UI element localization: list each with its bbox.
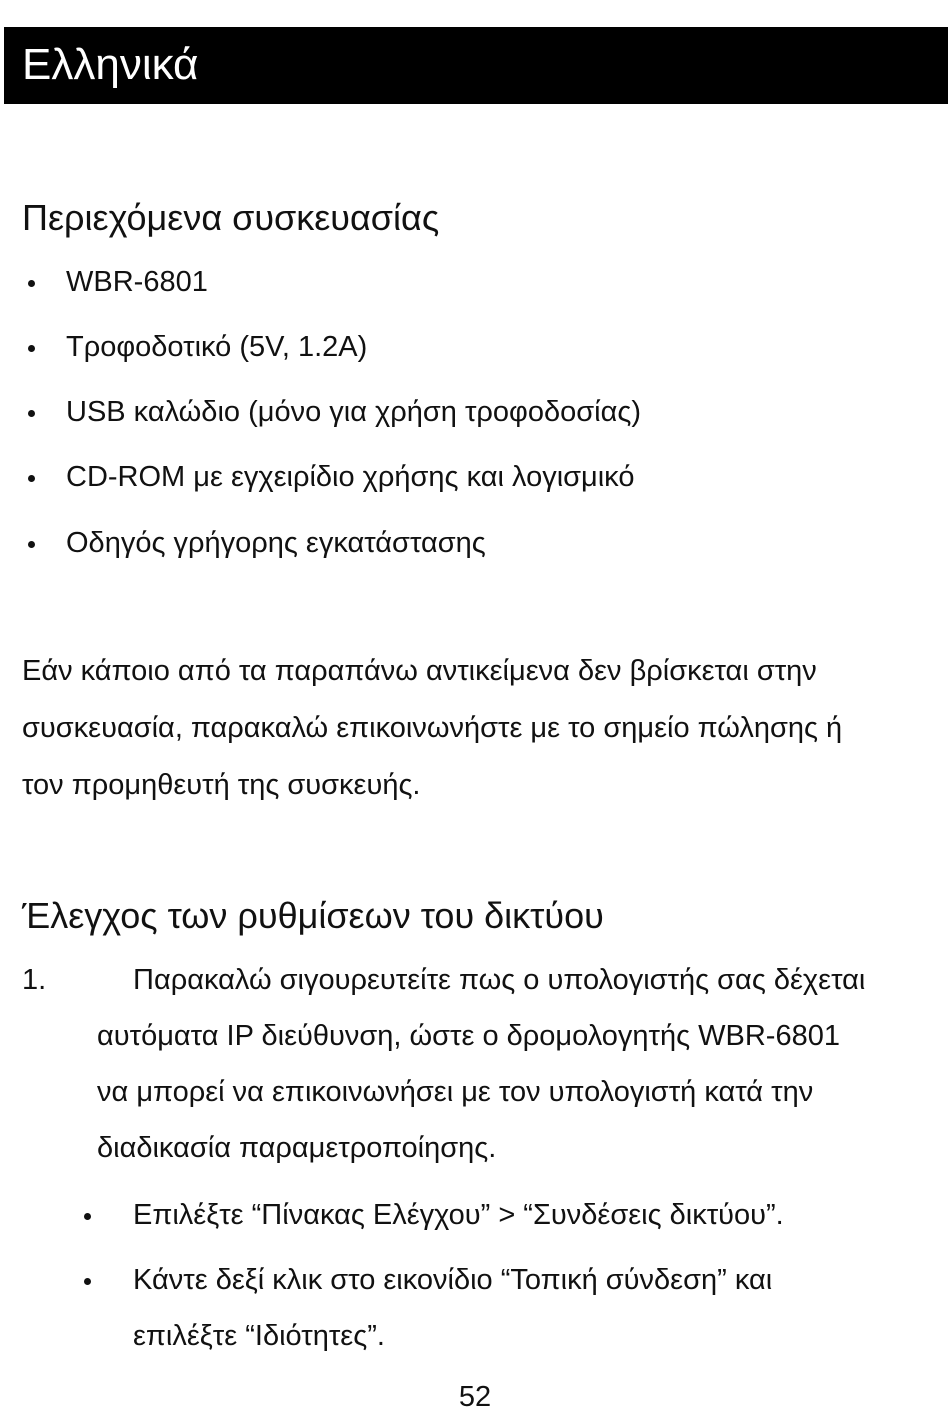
note-line: Εάν κάποιο από τα παραπάνω αντικείμενα δεν βρίσκεται στην	[22, 655, 817, 687]
note-line: συσκευασία, παρακαλώ επικοινωνήστε με το σημείο πώλησης ή	[22, 712, 843, 744]
list-item-text: Τροφοδοτικό (5V, 1.2A)	[66, 331, 368, 363]
list-item-text: Οδηγός γρήγορης εγκατάστασης	[66, 527, 486, 559]
step-number: 1.	[22, 964, 47, 996]
list-item-text: WBR-6801	[66, 266, 208, 298]
bullet-icon	[84, 1278, 91, 1285]
bullet-icon	[28, 475, 35, 482]
page-number: 52	[458, 1381, 492, 1413]
bullet-icon	[84, 1213, 91, 1220]
bullet-icon	[28, 345, 35, 352]
list-item-text: Επιλέξτε “Πίνακας Ελέγχου” > “Συνδέσεις δικτύου”.	[133, 1199, 784, 1231]
list-item-text: USB καλώδιο (μόνο για χρήση τροφοδοσίας)	[66, 396, 641, 428]
bullet-icon	[28, 541, 35, 548]
list-item-text: Κάντε δεξί κλικ στο εικονίδιο “Τοπική σύνδεση” και	[133, 1264, 773, 1296]
step-text-line: διαδικασία παραμετροποίησης.	[97, 1132, 497, 1164]
step-text-line: να μπορεί να επικοινωνήσει με τον υπολογιστή κατά την	[97, 1076, 814, 1108]
note-line: τον προμηθευτή της συσκευής.	[22, 769, 421, 801]
bullet-icon	[28, 410, 35, 417]
list-item-text: CD-ROM με εγχειρίδιο χρήσης και λογισμικό	[66, 461, 635, 493]
network-settings-title: Έλεγχος των ρυθμίσεων του δικτύου	[22, 895, 604, 936]
header-bar	[4, 27, 948, 104]
step-text-line: αυτόματα IP διεύθυνση, ώστε ο δρομολογητής WBR-6801	[97, 1020, 840, 1052]
language-title: Ελληνικά	[22, 40, 199, 89]
list-item-text: επιλέξτε “Ιδιότητες”.	[133, 1320, 385, 1352]
package-contents-title: Περιεχόμενα συσκευασίας	[22, 197, 440, 238]
step-text-line: Παρακαλώ σιγουρευτείτε πως ο υπολογιστής σας δέχεται	[133, 964, 866, 996]
bullet-icon	[28, 280, 35, 287]
